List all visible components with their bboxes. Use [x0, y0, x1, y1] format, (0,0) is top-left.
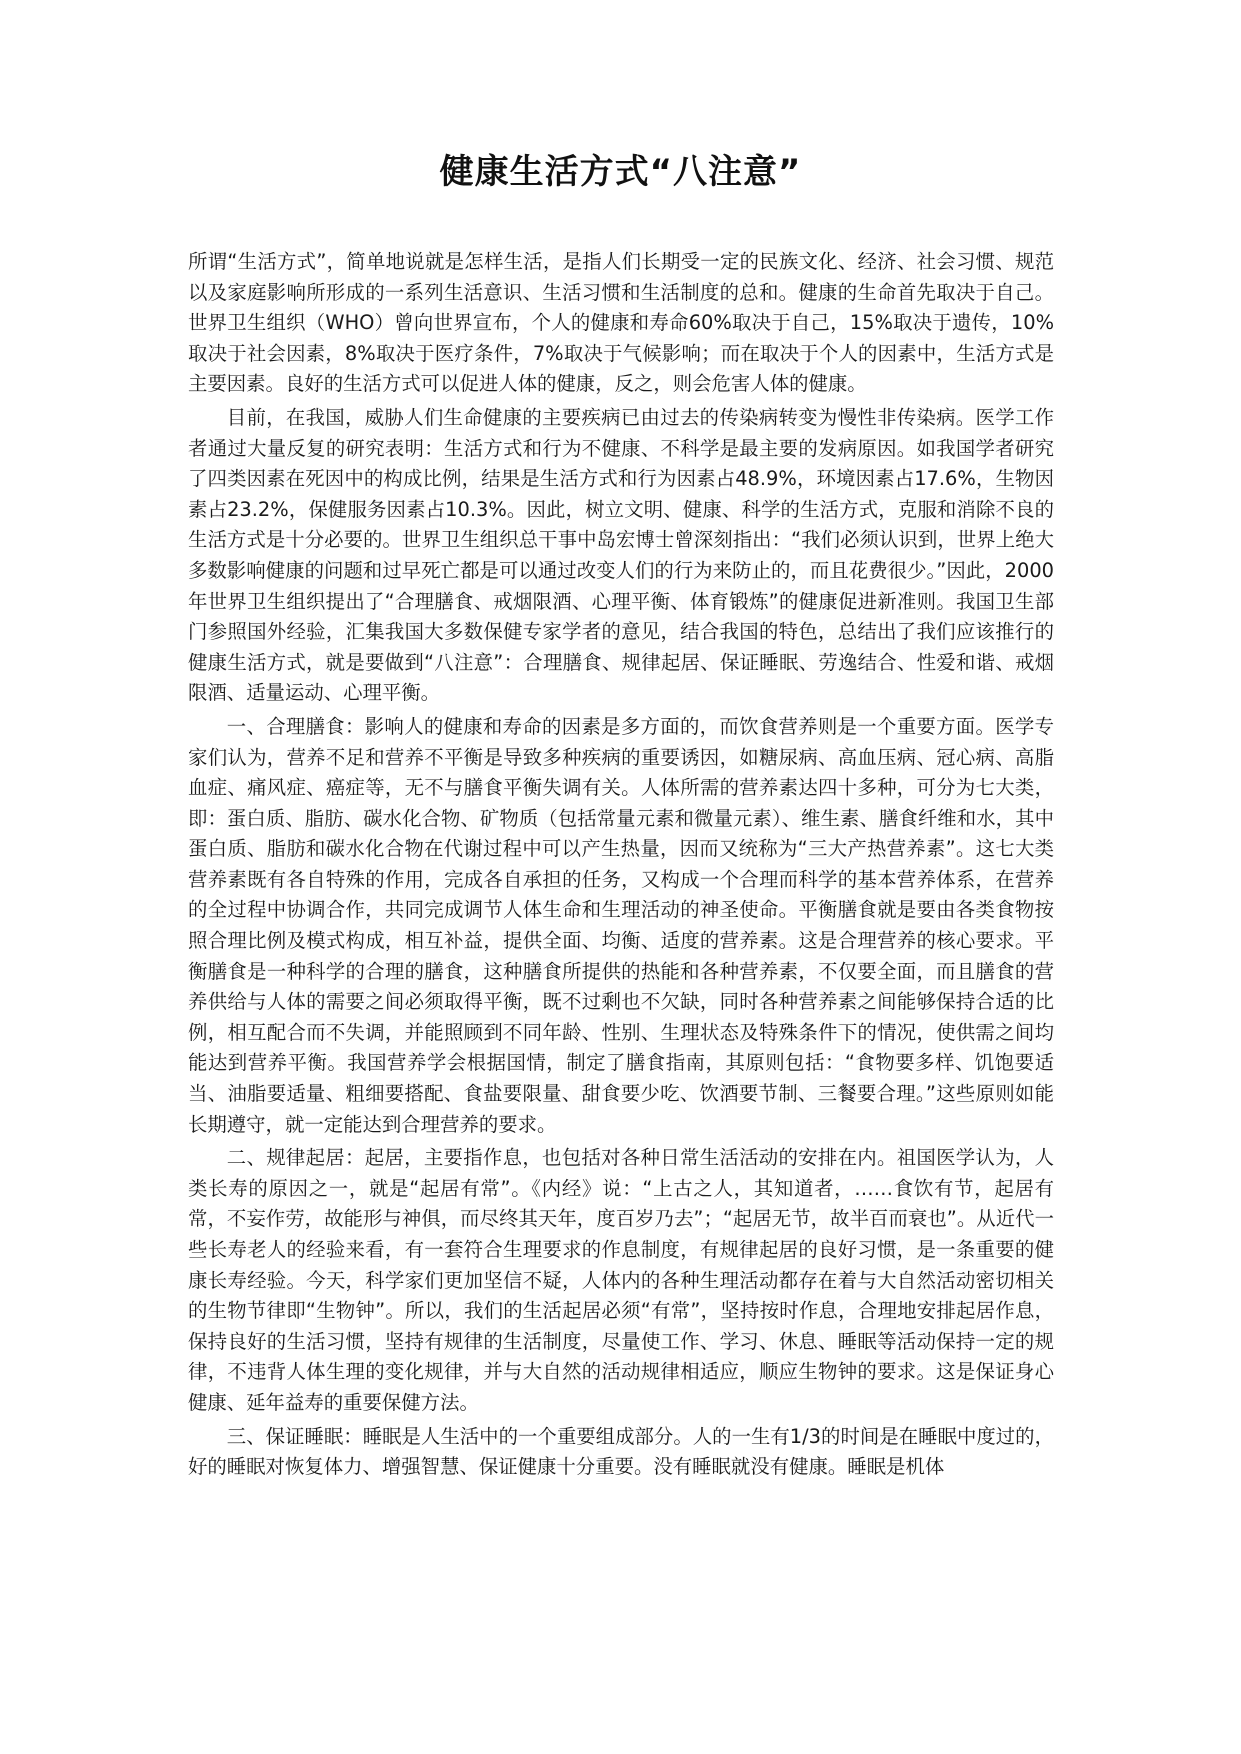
document-body [188, 247, 1054, 1486]
paragraph-intro: 所谓“生活方式”，简单地说就是怎样生活，是指人们长期受一定的民族文化、经济、社会习惯、规范以及家庭影响所形成的一系列生活意识、生活习惯和生活制度的总和。健康的生命首先取决于自己。世界卫生组织（WHO）曾向世界宣布，个人的健康和寿命60%取决于自己，15%取决于遗传，10%取决于社会因素，8%取决于医疗条件，7%取决于气候影响；而在取决于个人的因素中，生活方式是主要因素。良好的生活方式可以促进人体的健康，反之，则会危害人体的健康。 [188, 250, 1054, 396]
paragraph-regular-routine: 二、规律起居：起居，主要指作息，也包括对各种日常生活活动的安排在内。祖国医学认为，人类长寿的原因之一，就是“起居有常”。《内经》说：“上古之人，其知道者，……食饮有节，起居有常，不妄作劳，故能形与神俱，而尽终其天年，度百岁乃去”；“起居无节，故半百而衰也”。从近代一些长寿老人的经验来看，有一套符合生理要求的作息制度，有规律起居的良好习惯，是一条重要的健康长寿经验。今天，科学家们更加坚信不疑，人体内的各种生理活动都存在着与大自然活动密切相关的生物节律即“生物钟”。所以，我们的生活起居必须“有常”，坚持按时作息，合理地安排起居作息，保持良好的生活习惯，坚持有规律的生活制度，尽量使工作、学习、休息、睡眠等活动保持一定的规律，不违背人体生理的变化规律，并与大自然的活动规律相适应，顺应生物钟的要求。这是保证身心健康、延年益寿的重要保健方法。 [188, 1146, 1054, 1414]
paragraph-balanced-diet: 一、合理膳食：影响人的健康和寿命的因素是多方面的，而饮食营养则是一个重要方面。医学专家们认为，营养不足和营养不平衡是导致多种疾病的重要诱因，如糖尿病、高血压病、冠心病、高脂血症、痛风症、癌症等，无不与膳食平衡失调有关。人体所需的营养素达四十多种，可分为七大类，即：蛋白质、脂肪、碳水化合物、矿物质（包括常量元素和微量元素）、维生素、膳食纤维和水，其中蛋白质、脂肪和碳水化合物在代谢过程中可以产生热量，因而又统称为“三大产热营养素”。这七大类营养素既有各自特殊的作用，完成各自承担的任务，又构成一个合理而科学的基本营养体系，在营养的全过程中协调合作，共同完成调节人体生命和生理活动的神圣使命。平衡膳食就是要由各类食物按照合理比例及模式构成，相互补益，提供全面、均衡、适度的营养素。这是合理营养的核心要求。平衡膳食是一种科学的合理的膳食，这种膳食所提供的热能和各种营养素，不仅要全面，而且膳食的营养供给与人体的需要之间必须取得平衡，既不过剩也不欠缺，同时各种营养素之间能够保持合适的比例，相互配合而不失调，并能照顾到不同年龄、性别、生理状态及特殊条件下的情况，使供需之间均能达到营养平衡。我国营养学会根据国情，制定了膳食指南，其原则包括：“食物要多样、饥饱要适当、油脂要适量、粗细要搭配、食盐要限量、甜食要少吃、饮酒要节制、三餐要合理。”这些原则如能长期遵守，就一定能达到合理营养的要求。 [188, 714, 1054, 1136]
paragraph-adequate-sleep: 三、保证睡眠：睡眠是人生活中的一个重要组成部分。人的一生有1/3的时间是在睡眠中度过的，好的睡眠对恢复体力、增强智慧、保证健康十分重要。没有睡眠就没有健康。睡眠是机体 [188, 1424, 1054, 1479]
page-title: 健康生活方式“八注意” [439, 152, 802, 192]
paragraph-current-status: 目前，在我国，威胁人们生命健康的主要疾病已由过去的传染病转变为慢性非传染病。医学工作者通过大量反复的研究表明：生活方式和行为不健康、不科学是最主要的发病原因。如我国学者研究了四类因素在死因中的构成比例，结果是生活方式和行为因素占48.9%，环境因素占17.6%，生物因素占23.2%，保健服务因素占10.3%。因此，树立文明、健康、科学的生活方式，克服和消除不良的生活方式是十分必要的。世界卫生组织总干事中岛宏博士曾深刻指出：“我们必须认识到，世界上绝大多数影响健康的问题和过早死亡都是可以通过改变人们的行为来防止的，而且花费很少。”因此，2000年世界卫生组织提出了“合理膳食、戒烟限酒、心理平衡、体育锻炼”的健康促进新准则。我国卫生部门参照国外经验，汇集我国大多数保健专家学者的意见，结合我国的特色，总结出了我们应该推行的健康生活方式，就是要做到“八注意”：合理膳食、规律起居、保证睡眠、劳逸结合、性爱和谐、戒烟限酒、适量运动、心理平衡。 [188, 405, 1054, 705]
